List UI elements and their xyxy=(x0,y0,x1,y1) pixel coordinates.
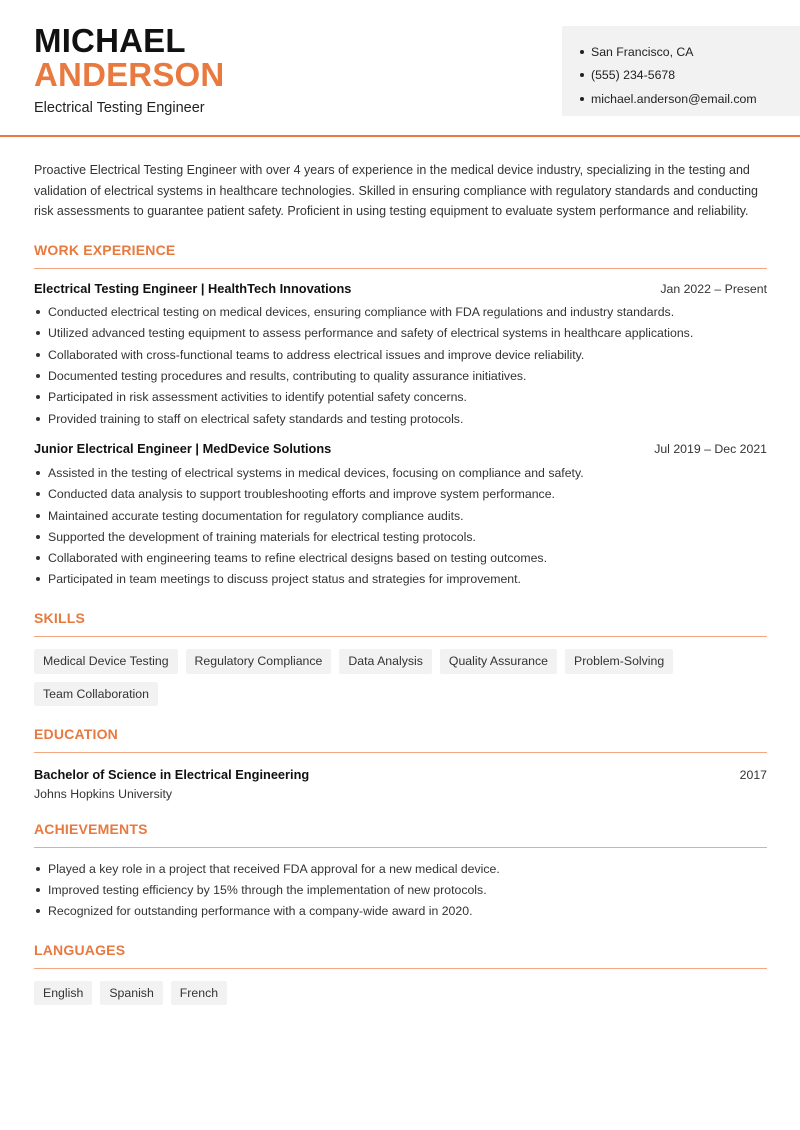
section-title-work: WORK EXPERIENCE xyxy=(34,242,767,269)
list-item: Participated in risk assessment activities to identify potential safety concerns. xyxy=(34,387,767,408)
bullet-icon xyxy=(36,417,40,421)
job-dates: Jan 2022 – Present xyxy=(660,281,767,296)
bullet-icon xyxy=(36,310,40,314)
bullet-icon xyxy=(36,374,40,378)
summary: Proactive Electrical Testing Engineer with over 4 years of experience in the medical device industry, specializing in the testing and validation of electrical systems in healthcare technologies. Skilled in ensuring compliance with regulatory standards and conducting risk assessments to guarantee patient safety. Proficient in using testing equipment to evaluate system performance and reliability. xyxy=(34,163,759,218)
education-school: Johns Hopkins University xyxy=(34,787,173,802)
bullet-icon xyxy=(36,395,40,399)
bullet-icon xyxy=(36,331,40,335)
resume-header xyxy=(0,0,800,137)
bullet-icon xyxy=(580,50,584,54)
job-entry xyxy=(34,281,767,430)
list-item: Utilized advanced testing equipment to assess performance and safety of electrical systems in healthcare applications. xyxy=(34,323,767,344)
bullet-icon xyxy=(36,492,40,496)
job-entry xyxy=(34,441,767,590)
job-role: Junior Electrical Engineer | MedDevice Solutions xyxy=(34,441,332,457)
language-tag: French xyxy=(171,981,227,1006)
list-item: Assisted in the testing of electrical systems in medical devices, focusing on compliance and safety. xyxy=(34,462,767,483)
bullet-icon xyxy=(36,909,40,913)
list-item: Conducted electrical testing on medical devices, ensuring compliance with FDA regulations and industry standards. xyxy=(34,302,767,323)
section-title-skills: SKILLS xyxy=(34,610,767,637)
skill-tag: Quality Assurance xyxy=(440,649,557,674)
bullet-icon xyxy=(36,556,40,560)
bullet-icon xyxy=(36,867,40,871)
bullet-icon xyxy=(36,577,40,581)
list-item: Recognized for outstanding performance with a company-wide award in 2020. xyxy=(34,901,767,922)
education-degree: Bachelor of Science in Electrical Engineering xyxy=(34,767,310,783)
job-bullets xyxy=(34,462,767,590)
job-role: Electrical Testing Engineer | HealthTech Innovations xyxy=(34,280,352,296)
bullet-icon xyxy=(36,888,40,892)
section-title-achievements: ACHIEVEMENTS xyxy=(34,821,767,848)
section-title-education: EDUCATION xyxy=(34,726,767,753)
job-dates: Jul 2019 – Dec 2021 xyxy=(654,442,767,457)
section-title-languages: LANGUAGES xyxy=(34,942,767,969)
language-tag: Spanish xyxy=(100,981,162,1006)
list-item: Maintained accurate testing documentation for regulatory compliance audits. xyxy=(34,505,767,526)
education-entry xyxy=(34,767,767,782)
skills-tags xyxy=(34,649,767,706)
contact-location: San Francisco, CA xyxy=(580,40,800,64)
contact-phone: (555) 234-5678 xyxy=(580,64,800,88)
bullet-icon xyxy=(580,73,584,77)
achievements-list xyxy=(34,858,767,922)
contact-box xyxy=(562,26,800,116)
list-item: Improved testing efficiency by 15% through the implementation of new protocols. xyxy=(34,879,767,900)
list-item: Collaborated with engineering teams to refine electrical designs based on testing outcomes. xyxy=(34,547,767,568)
skill-tag: Team Collaboration xyxy=(34,682,158,707)
skill-tag: Data Analysis xyxy=(339,649,432,674)
list-item: Provided training to staff on electrical safety standards and testing protocols. xyxy=(34,408,767,429)
bullet-icon xyxy=(36,471,40,475)
contact-email: michael.anderson@email.com xyxy=(580,87,800,111)
resume-body xyxy=(34,160,767,1005)
last-name: ANDERSON xyxy=(34,56,225,93)
skill-tag: Problem-Solving xyxy=(565,649,673,674)
list-item: Supported the development of training materials for electrical testing protocols. xyxy=(34,526,767,547)
language-tag: English xyxy=(34,981,92,1006)
first-name: MICHAEL xyxy=(34,22,186,59)
bullet-icon xyxy=(36,353,40,357)
bullet-icon xyxy=(36,535,40,539)
list-item: Participated in team meetings to discuss project status and strategies for improvement. xyxy=(34,569,767,590)
skill-tag: Regulatory Compliance xyxy=(186,649,332,674)
skill-tag: Medical Device Testing xyxy=(34,649,178,674)
list-item: Collaborated with cross-functional teams to address electrical issues and improve device reliability. xyxy=(34,344,767,365)
education-year: 2017 xyxy=(739,768,767,783)
bullet-icon xyxy=(36,514,40,518)
language-tags xyxy=(34,981,767,1006)
bullet-icon xyxy=(580,97,584,101)
list-item: Conducted data analysis to support troubleshooting efforts and improve system performance. xyxy=(34,484,767,505)
job-bullets xyxy=(34,302,767,430)
job-title: Electrical Testing Engineer xyxy=(34,100,205,116)
list-item: Documented testing procedures and results, contributing to quality assurance initiatives. xyxy=(34,365,767,386)
list-item: Played a key role in a project that received FDA approval for a new medical device. xyxy=(34,858,767,879)
